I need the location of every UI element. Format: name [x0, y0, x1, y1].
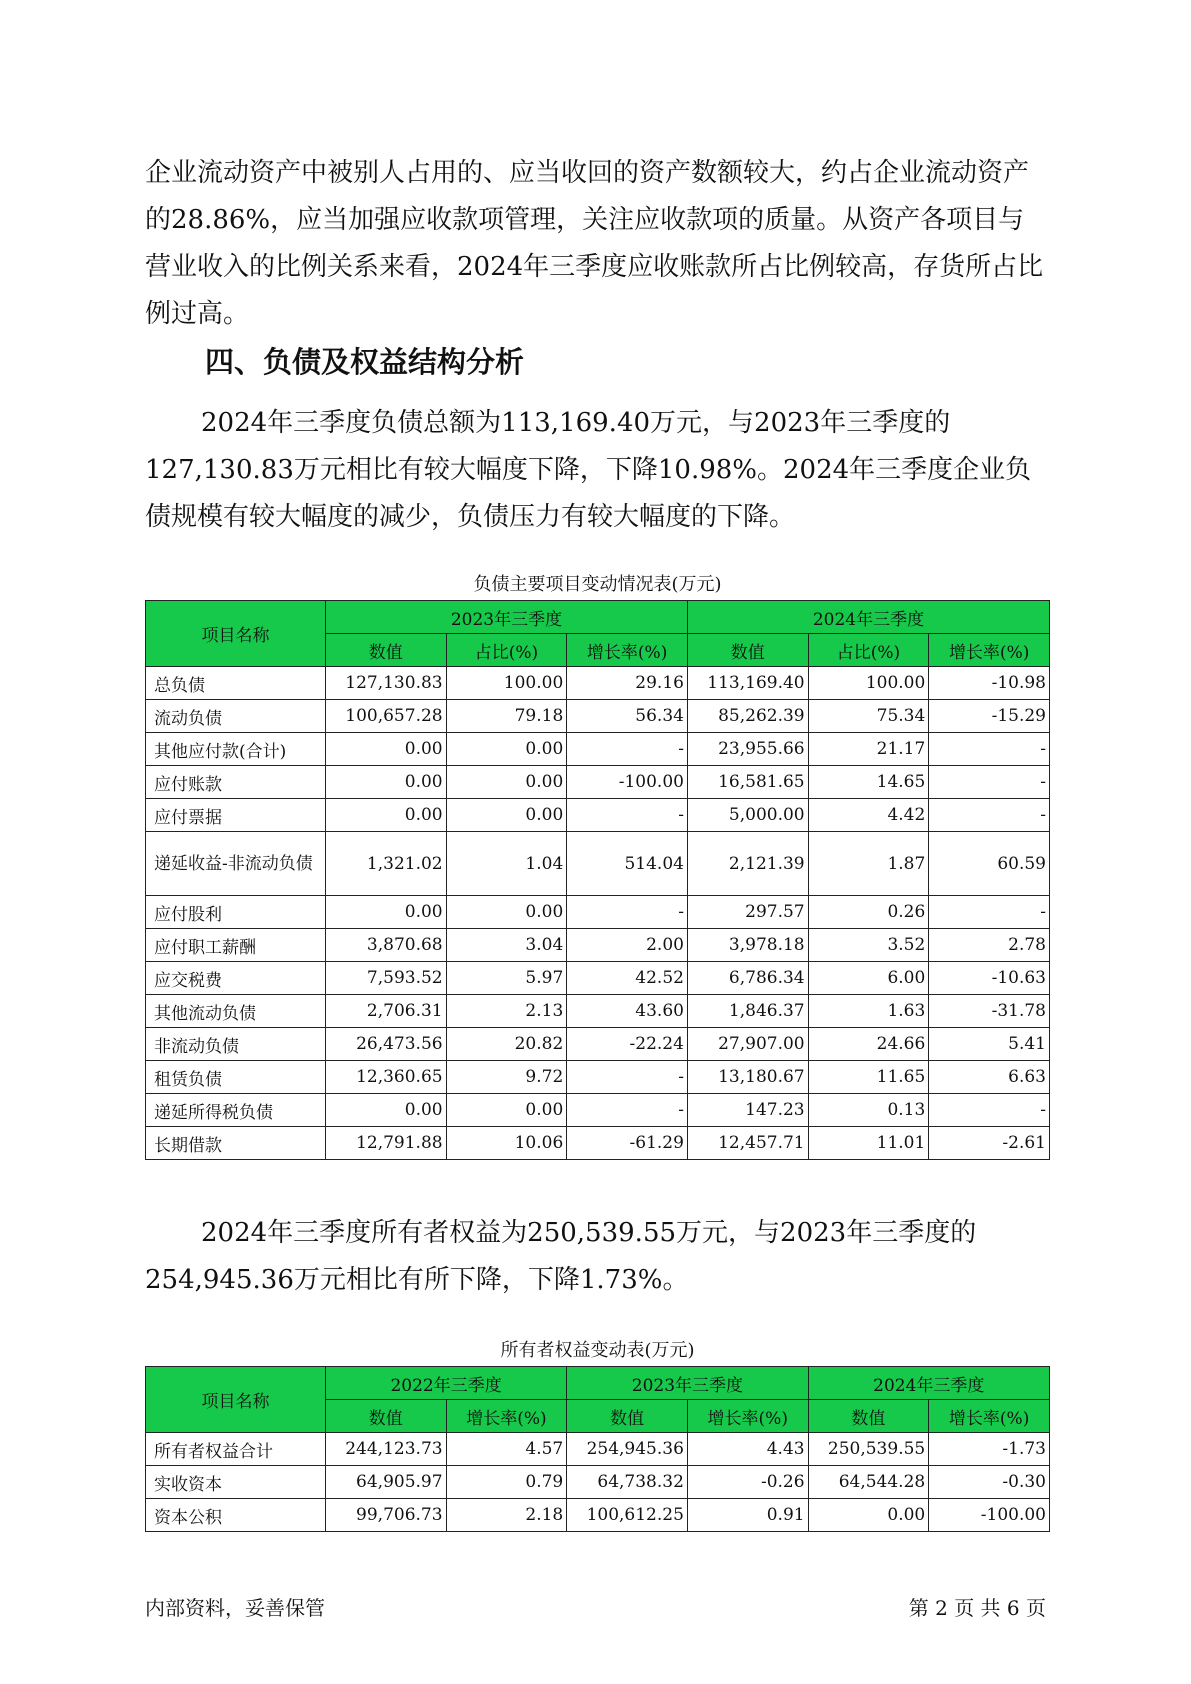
- table-cell: 4.57: [446, 1433, 567, 1466]
- table-cell: 12,457.71: [687, 1127, 808, 1160]
- table-cell: 应交税费: [146, 962, 326, 995]
- table-cell: 4.42: [808, 799, 929, 832]
- table-cell: -15.29: [929, 700, 1050, 733]
- table-row: [146, 733, 1050, 766]
- table-cell: 总负债: [146, 667, 326, 700]
- table-cell: -: [567, 1094, 688, 1127]
- table-cell: 2.13: [446, 995, 567, 1028]
- table2-col-growth: 增长率(%): [446, 1400, 567, 1433]
- table-cell: 100,657.28: [325, 700, 446, 733]
- table1-col-share: 占比(%): [446, 634, 567, 667]
- table-cell: 0.00: [446, 896, 567, 929]
- table-row: [146, 832, 1050, 896]
- table-cell: 100.00: [808, 667, 929, 700]
- table-cell: 12,360.65: [325, 1061, 446, 1094]
- table-cell: 14.65: [808, 766, 929, 799]
- table-cell: 0.00: [446, 799, 567, 832]
- table-cell: 递延所得税负债: [146, 1094, 326, 1127]
- table-cell: 43.60: [567, 995, 688, 1028]
- table-cell: 流动负债: [146, 700, 326, 733]
- table-cell: 3.04: [446, 929, 567, 962]
- table-cell: 0.00: [325, 896, 446, 929]
- table-row: [146, 896, 1050, 929]
- table-row: [146, 766, 1050, 799]
- table-cell: 1.63: [808, 995, 929, 1028]
- table1-period1-header: 2023年三季度: [325, 601, 687, 634]
- table-cell: 113,169.40: [687, 667, 808, 700]
- table-cell: 100.00: [446, 667, 567, 700]
- table-cell: -10.63: [929, 962, 1050, 995]
- table1-col-value: 数值: [687, 634, 808, 667]
- table-cell: 10.06: [446, 1127, 567, 1160]
- table-cell: 0.00: [325, 799, 446, 832]
- table-cell: -: [567, 896, 688, 929]
- table-cell: 0.91: [687, 1499, 808, 1532]
- table-cell: 64,738.32: [567, 1466, 688, 1499]
- table-cell: 0.00: [808, 1499, 929, 1532]
- table-cell: 0.79: [446, 1466, 567, 1499]
- table-cell: 资本公积: [146, 1499, 326, 1532]
- table-cell: -100.00: [929, 1499, 1050, 1532]
- table-cell: 0.00: [325, 733, 446, 766]
- footer-page-number: 第 2 页 共 6 页: [908, 1596, 1046, 1620]
- table-cell: 1,321.02: [325, 832, 446, 896]
- table-cell: 79.18: [446, 700, 567, 733]
- table-cell: 250,539.55: [808, 1433, 929, 1466]
- liability-table: [145, 600, 1050, 1160]
- table-cell: -0.30: [929, 1466, 1050, 1499]
- table-cell: 1,846.37: [687, 995, 808, 1028]
- table-cell: -1.73: [929, 1433, 1050, 1466]
- table-cell: 2.18: [446, 1499, 567, 1532]
- table-cell: 6,786.34: [687, 962, 808, 995]
- table2-col-value: 数值: [325, 1400, 446, 1433]
- table-cell: -: [567, 799, 688, 832]
- table-cell: 85,262.39: [687, 700, 808, 733]
- table-cell: 20.82: [446, 1028, 567, 1061]
- paragraph-equity-summary: 2024年三季度所有者权益为250,539.55万元，与2023年三季度的254,945.36万元相比有所下降，下降1.73%。: [145, 1218, 977, 1295]
- table2-period3-header: 2024年三季度: [808, 1367, 1049, 1400]
- table-cell: -100.00: [567, 766, 688, 799]
- table-cell: 0.00: [325, 766, 446, 799]
- table-cell: 64,544.28: [808, 1466, 929, 1499]
- table-cell: 租赁负债: [146, 1061, 326, 1094]
- table1-col-value: 数值: [325, 634, 446, 667]
- paragraph-asset-analysis: 企业流动资产中被别人占用的、应当收回的资产数额较大，约占企业流动资产的28.86%，应当加强应收款项管理，关注应收款项的质量。从资产各项目与营业收入的比例关系来看，2024年三季度应收账款所占比例较高，存货所占比例过高。: [145, 158, 1044, 329]
- table-cell: 应付股利: [146, 896, 326, 929]
- table-cell: 297.57: [687, 896, 808, 929]
- table-cell: 21.17: [808, 733, 929, 766]
- table-row: [146, 1433, 1050, 1466]
- table-cell: 64,905.97: [325, 1466, 446, 1499]
- table2-col-value: 数值: [808, 1400, 929, 1433]
- table-row: [146, 929, 1050, 962]
- table-cell: 5.97: [446, 962, 567, 995]
- table-row: [146, 995, 1050, 1028]
- table2-col-value: 数值: [567, 1400, 688, 1433]
- table-cell: 42.52: [567, 962, 688, 995]
- table1-col-growth: 增长率(%): [929, 634, 1050, 667]
- table-cell: -: [567, 733, 688, 766]
- table-cell: 应付职工薪酬: [146, 929, 326, 962]
- table-cell: 127,130.83: [325, 667, 446, 700]
- table-cell: 27,907.00: [687, 1028, 808, 1061]
- table-cell: 4.43: [687, 1433, 808, 1466]
- table-cell: 0.00: [446, 1094, 567, 1127]
- table-cell: 3,978.18: [687, 929, 808, 962]
- table1-col-share: 占比(%): [808, 634, 929, 667]
- table1-caption: 负债主要项目变动情况表(万元): [473, 574, 722, 595]
- table-cell: 56.34: [567, 700, 688, 733]
- table-cell: 0.00: [446, 766, 567, 799]
- table2-caption: 所有者权益变动表(万元): [500, 1340, 695, 1361]
- table2-item-header: 项目名称: [146, 1367, 326, 1433]
- table-cell: 0.00: [446, 733, 567, 766]
- table-row: [146, 1127, 1050, 1160]
- table2-period1-header: 2022年三季度: [325, 1367, 566, 1400]
- table-cell: 100,612.25: [567, 1499, 688, 1532]
- table2-col-growth: 增长率(%): [929, 1400, 1050, 1433]
- table-cell: -: [929, 1094, 1050, 1127]
- table-cell: 11.65: [808, 1061, 929, 1094]
- table2-period2-header: 2023年三季度: [567, 1367, 808, 1400]
- footer-confidential-note: 内部资料，妥善保管: [145, 1596, 325, 1620]
- table-cell: 应付账款: [146, 766, 326, 799]
- table-cell: 23,955.66: [687, 733, 808, 766]
- table-cell: -: [929, 799, 1050, 832]
- table-cell: 9.72: [446, 1061, 567, 1094]
- table-cell: 所有者权益合计: [146, 1433, 326, 1466]
- table-row: [146, 667, 1050, 700]
- table-cell: 24.66: [808, 1028, 929, 1061]
- table-cell: 长期借款: [146, 1127, 326, 1160]
- table-cell: 3,870.68: [325, 929, 446, 962]
- table-cell: -: [567, 1061, 688, 1094]
- table-cell: 0.13: [808, 1094, 929, 1127]
- table-cell: 60.59: [929, 832, 1050, 896]
- table-row: [146, 799, 1050, 832]
- table-cell: 2,121.39: [687, 832, 808, 896]
- table-cell: 7,593.52: [325, 962, 446, 995]
- table-cell: 递延收益-非流动负债: [146, 832, 326, 896]
- table-cell: 应付票据: [146, 799, 326, 832]
- table1-period2-header: 2024年三季度: [687, 601, 1049, 634]
- table-cell: -22.24: [567, 1028, 688, 1061]
- table-cell: -: [929, 766, 1050, 799]
- table-cell: 2.78: [929, 929, 1050, 962]
- table-cell: 1.87: [808, 832, 929, 896]
- table-cell: 2.00: [567, 929, 688, 962]
- table-cell: 0.26: [808, 896, 929, 929]
- table-cell: 实收资本: [146, 1466, 326, 1499]
- table-cell: 5,000.00: [687, 799, 808, 832]
- table-cell: 2,706.31: [325, 995, 446, 1028]
- table-cell: 6.00: [808, 962, 929, 995]
- table-cell: 5.41: [929, 1028, 1050, 1061]
- table-row: [146, 700, 1050, 733]
- table-cell: 13,180.67: [687, 1061, 808, 1094]
- table-cell: -61.29: [567, 1127, 688, 1160]
- table-row: [146, 1028, 1050, 1061]
- table1-col-growth: 增长率(%): [567, 634, 688, 667]
- table-cell: 75.34: [808, 700, 929, 733]
- table-cell: 1.04: [446, 832, 567, 896]
- table-cell: 254,945.36: [567, 1433, 688, 1466]
- table-cell: 26,473.56: [325, 1028, 446, 1061]
- table-cell: 99,706.73: [325, 1499, 446, 1532]
- table-cell: 147.23: [687, 1094, 808, 1127]
- table-cell: 其他流动负债: [146, 995, 326, 1028]
- equity-table: [145, 1366, 1050, 1532]
- table-row: [146, 1499, 1050, 1532]
- table-cell: -10.98: [929, 667, 1050, 700]
- table-cell: 其他应付款(合计): [146, 733, 326, 766]
- table-row: [146, 1094, 1050, 1127]
- table-row: [146, 1466, 1050, 1499]
- table-cell: 12,791.88: [325, 1127, 446, 1160]
- table-cell: -31.78: [929, 995, 1050, 1028]
- table-row: [146, 962, 1050, 995]
- paragraph-liability-summary: 2024年三季度负债总额为113,169.40万元，与2023年三季度的127,130.83万元相比有较大幅度下降，下降10.98%。2024年三季度企业负债规模有较大幅度的减少，负债压力有较大幅度的下降。: [145, 408, 1032, 532]
- section-heading: 四、负债及权益结构分析: [205, 345, 525, 379]
- table-cell: 3.52: [808, 929, 929, 962]
- table1-item-header: 项目名称: [146, 601, 326, 667]
- table-cell: -0.26: [687, 1466, 808, 1499]
- table-cell: 0.00: [325, 1094, 446, 1127]
- table-cell: 29.16: [567, 667, 688, 700]
- table-cell: 16,581.65: [687, 766, 808, 799]
- table-cell: 6.63: [929, 1061, 1050, 1094]
- table-cell: -: [929, 896, 1050, 929]
- table2-col-growth: 增长率(%): [687, 1400, 808, 1433]
- table-cell: 514.04: [567, 832, 688, 896]
- table-cell: 非流动负债: [146, 1028, 326, 1061]
- table-cell: -2.61: [929, 1127, 1050, 1160]
- table-cell: 244,123.73: [325, 1433, 446, 1466]
- table-cell: 11.01: [808, 1127, 929, 1160]
- table-cell: -: [929, 733, 1050, 766]
- table-row: [146, 1061, 1050, 1094]
